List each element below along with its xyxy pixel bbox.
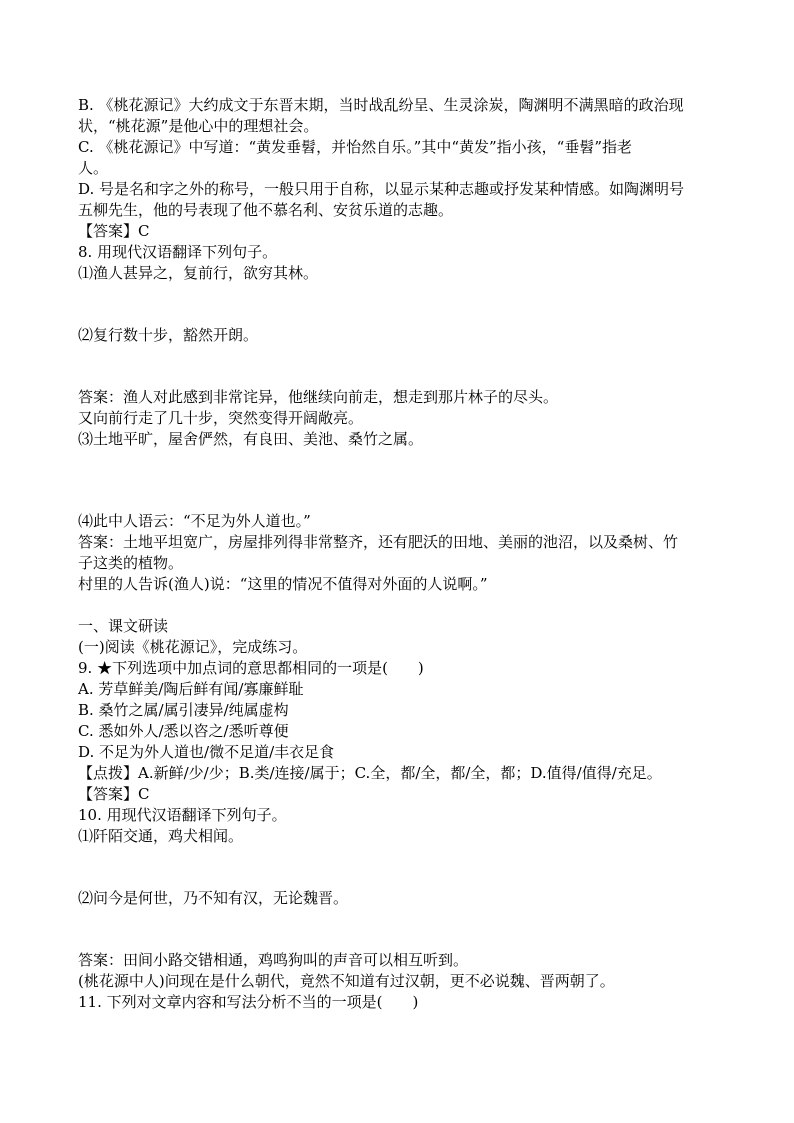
reading-instruction: (一)阅读《桃花源记》，完成练习。 <box>78 638 308 656</box>
question-10-sentence-1: ⑴阡陌交通，鸡犬相闻。 <box>78 827 244 845</box>
option-c-line-1: C. 《桃花源记》中写道：“黄发垂髫，并怡然自乐。”其中“黄发”指小孩，“垂髫”指老 <box>78 138 632 156</box>
answer-8-line-5: 村里的人告诉(渔人)说：“这里的情况不值得对外面的人说啊。” <box>78 575 488 593</box>
question-10-heading: 10. 用现代汉语翻译下列句子。 <box>78 806 287 824</box>
question-8-sentence-2: ⑵复行数十步，豁然开朗。 <box>78 326 259 344</box>
question-9-heading: 9. ★下列选项中加点词的意思都相同的一项是( ) <box>78 659 424 677</box>
question-9-option-b: B. 桑竹之属/属引凄异/纯属虚构 <box>78 701 289 719</box>
answer-8-line-4: 子这类的植物。 <box>78 554 184 572</box>
answer-8-line-2: 又向前行走了几十步，突然变得开阔敞亮。 <box>78 409 364 427</box>
answer-8-line-3: 答案：土地平坦宽广，房屋排列得非常整齐，还有肥沃的田地、美丽的池沼，以及桑树、竹 <box>78 533 679 551</box>
answer-10-line-1: 答案：田间小路交错相通，鸡鸣狗叫的声音可以相互听到。 <box>78 951 469 969</box>
question-9-option-d: D. 不足为外人道也/微不足道/丰衣足食 <box>78 743 335 761</box>
question-10-sentence-2: ⑵问今是何世，乃不知有汉，无论魏晋。 <box>78 889 349 907</box>
option-d-line-2: 五柳先生，他的号表现了他不慕名利、安贫乐道的志趣。 <box>78 201 454 219</box>
question-9-option-c: C. 悉如外人/悉以咨之/悉听尊便 <box>78 722 289 740</box>
answer-10-line-2: (桃花源中人)问现在是什么朝代，竟然不知道有过汉朝，更不必说魏、晋两朝了。 <box>78 972 615 990</box>
option-b-line-1: B. 《桃花源记》大约成文于东晋末期，当时战乱纷呈、生灵涂炭，陶渊明不满黑暗的政治现 <box>78 96 684 114</box>
section-heading: 一、课文研读 <box>78 617 169 635</box>
answer-8-line-1: 答案：渔人对此感到非常诧异，他继续向前走，想走到那片林子的尽头。 <box>78 388 559 406</box>
option-c-line-2: 人。 <box>78 159 109 177</box>
question-8-heading: 8. 用现代汉语翻译下列句子。 <box>78 243 278 261</box>
answer-9: 【答案】C <box>78 785 150 803</box>
question-8-sentence-4: ⑷此中人语云：“不足为外人道也。” <box>78 512 311 530</box>
question-8-sentence-1: ⑴渔人甚异之，复前行，欲穷其林。 <box>78 264 319 282</box>
question-9-option-a: A. 芳草鲜美/陶后鲜有闻/寡廉鲜耻 <box>78 680 304 698</box>
option-b-line-2: 状，“桃花源”是他心中的理想社会。 <box>78 117 319 135</box>
question-11-heading: 11. 下列对文章内容和写法分析不当的一项是( ) <box>78 993 419 1011</box>
answer-7: 【答案】C <box>78 222 150 240</box>
question-9-hint: 【点拨】A.新鲜/少/少；B.类/连接/属于；C.全，都/全，都/全，都；D.值得/值得/充足。 <box>78 764 662 782</box>
question-8-sentence-3: ⑶土地平旷，屋舍俨然，有良田、美池、桑竹之属。 <box>78 430 424 448</box>
option-d-line-1: D. 号是名和字之外的称号，一般只用于自称，以显示某种志趣或抒发某种情感。如陶渊明号 <box>78 180 685 198</box>
